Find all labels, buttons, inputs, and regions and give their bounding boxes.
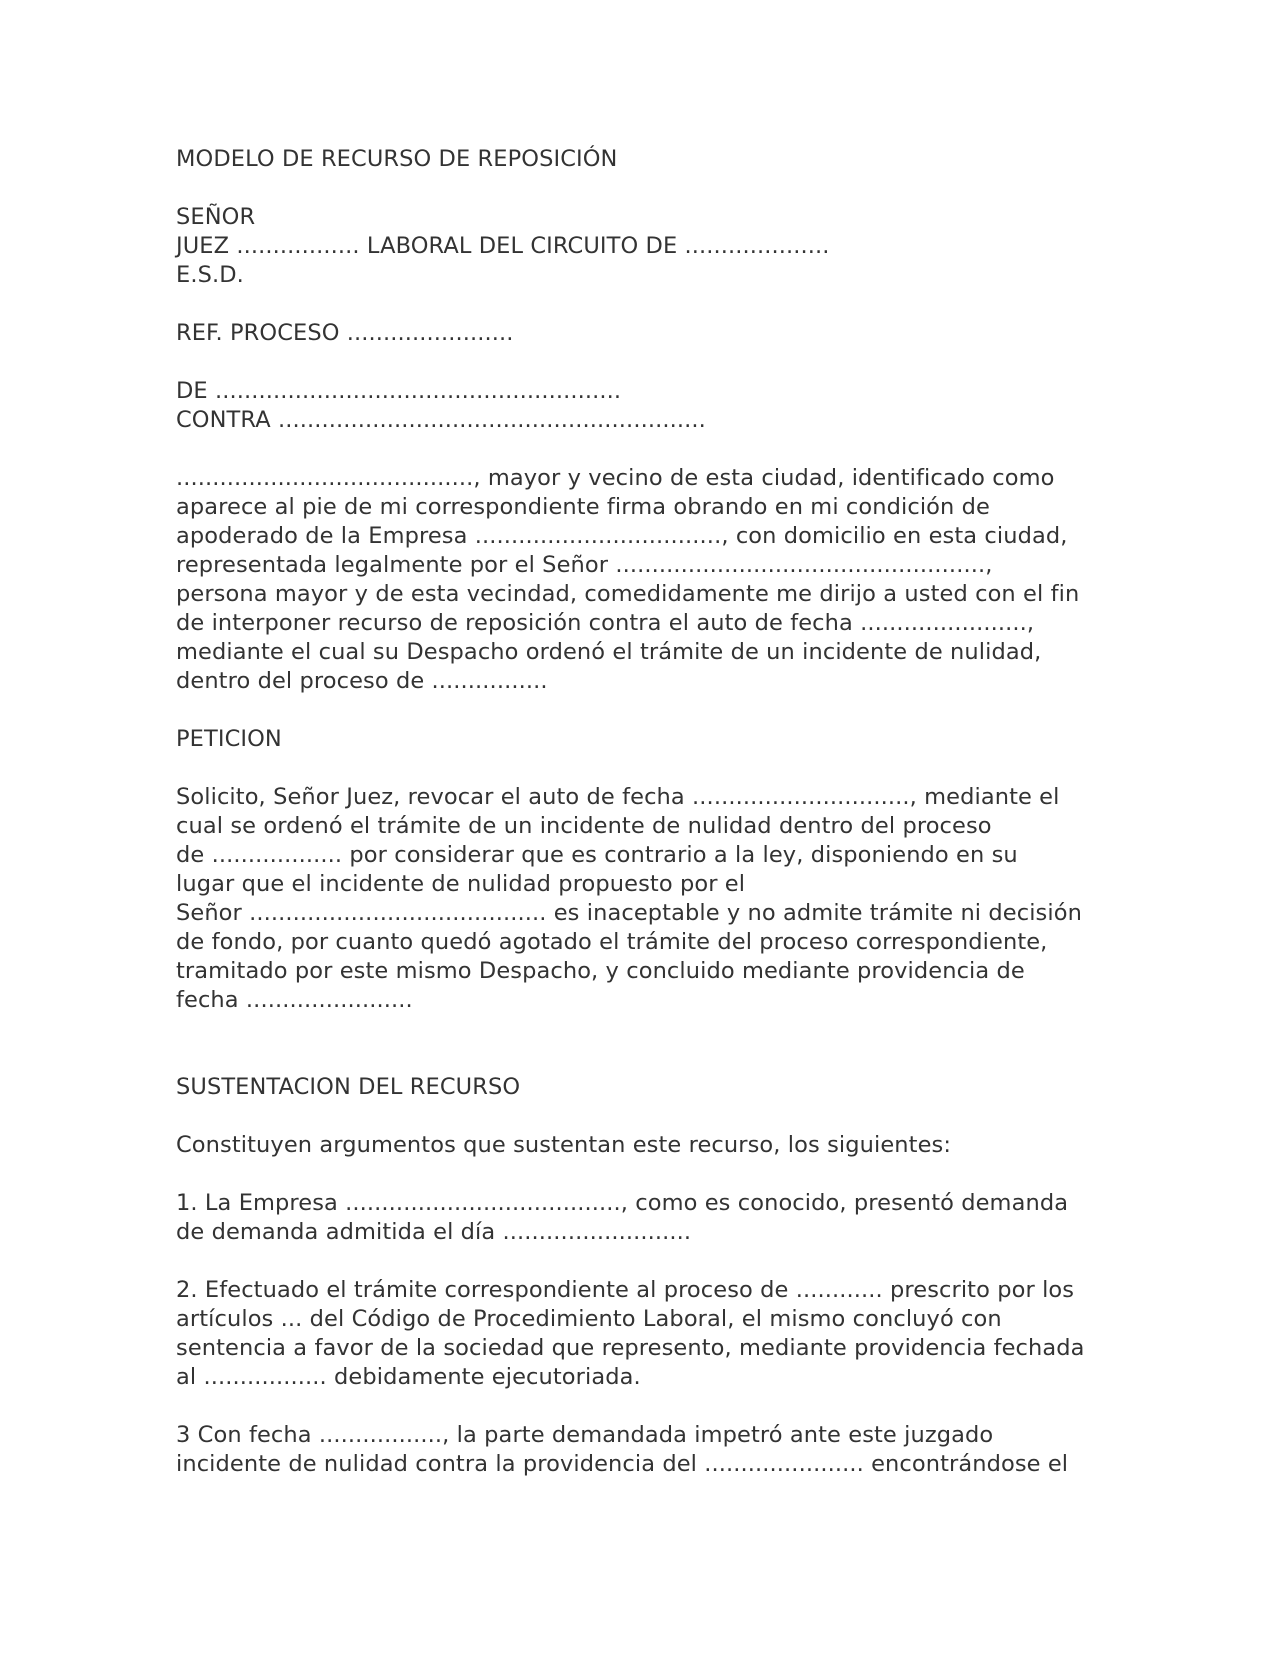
point-1 [176,1189,1111,1247]
paragraph-line: representada legalmente por el Señor ..................................................., [176,552,993,578]
paragraph-line: Señor ......................................... es inaceptable y no admite trámite ni decisión [176,900,1082,926]
spacer [176,290,1111,319]
reference-line: REF. PROCESO ....................... [176,320,514,346]
spacer [176,1102,1111,1131]
paragraph-line: dentro del proceso de ................ [176,668,548,694]
address-line: JUEZ ................. LABORAL DEL CIRCUITO DE .................... [176,233,830,259]
intro-paragraph [176,464,1111,696]
paragraph-line: sentencia a favor de la sociedad que represento, mediante providencia fechada [176,1335,1085,1361]
paragraph-line: mediante el cual su Despacho ordenó el trámite de un incidente de nulidad, [176,639,1042,665]
spacer [176,1247,1111,1276]
paragraph-line: 1. La Empresa ......................................, como es conocido, presentó demanda [176,1190,1069,1216]
petition-heading: PETICION [176,726,282,752]
paragraph-line: lugar que el incidente de nulidad propuesto por el [176,871,746,897]
paragraph-line: de fondo, por cuanto quedó agotado el trámite del proceso correspondiente, [176,929,1048,955]
paragraph-line: 3 Con fecha ................., la parte demandada impetró ante este juzgado [176,1422,994,1448]
point-2 [176,1276,1111,1392]
paragraph-line: de .................. por considerar que es contrario a la ley, disponiendo en su [176,842,1018,868]
address-block [176,203,1111,290]
petition-paragraph [176,783,1111,1015]
point-3 [176,1421,1111,1479]
paragraph-line: al ................. debidamente ejecutoriada. [176,1364,641,1390]
address-line: E.S.D. [176,262,244,288]
paragraph-line: aparece al pie de mi correspondiente firma obrando en mi condición de [176,494,990,520]
paragraph-line: apoderado de la Empresa .................................., con domicilio en esta ciudad, [176,523,1068,549]
spacer [176,696,1111,725]
paragraph-line: ........................................., mayor y vecino de esta ciudad, identificado como [176,465,1055,491]
address-line: SEÑOR [176,204,256,230]
spacer [176,348,1111,377]
document-title: MODELO DE RECURSO DE REPOSICIÓN [176,146,618,172]
paragraph-line: fecha ....................... [176,987,413,1013]
parties-block [176,377,1111,435]
spacer [176,1160,1111,1189]
sustentation-heading: SUSTENTACION DEL RECURSO [176,1074,521,1100]
paragraph-line: persona mayor y de esta vecindad, comedidamente me dirijo a usted con el fin [176,581,1080,607]
sustentation-intro: Constituyen argumentos que sustentan este recurso, los siguientes: [176,1132,952,1158]
paragraph-line: de interponer recurso de reposición contra el auto de fecha ......................., [176,610,1035,636]
paragraph-line: tramitado por este mismo Despacho, y concluido mediante providencia de [176,958,1025,984]
spacer [176,174,1111,203]
paragraph-line: 2. Efectuado el trámite correspondiente al proceso de ............ prescrito por los [176,1277,1075,1303]
paragraph-line: Solicito, Señor Juez, revocar el auto de fecha .............................., mediante el [176,784,1060,810]
spacer [176,754,1111,783]
paragraph-line: incidente de nulidad contra la providencia del ...................... encontrándose el [176,1451,1069,1477]
spacer [176,435,1111,464]
paragraph-line: de demanda admitida el día .......................... [176,1219,692,1245]
spacer [176,1015,1111,1073]
party-line: DE ........................................................ [176,378,622,404]
party-line: CONTRA ........................................................... [176,407,706,433]
document-body [176,145,1111,1479]
spacer [176,1392,1111,1421]
paragraph-line: artículos ... del Código de Procedimiento Laboral, el mismo concluyó con [176,1306,1002,1332]
paragraph-line: cual se ordenó el trámite de un incidente de nulidad dentro del proceso [176,813,992,839]
